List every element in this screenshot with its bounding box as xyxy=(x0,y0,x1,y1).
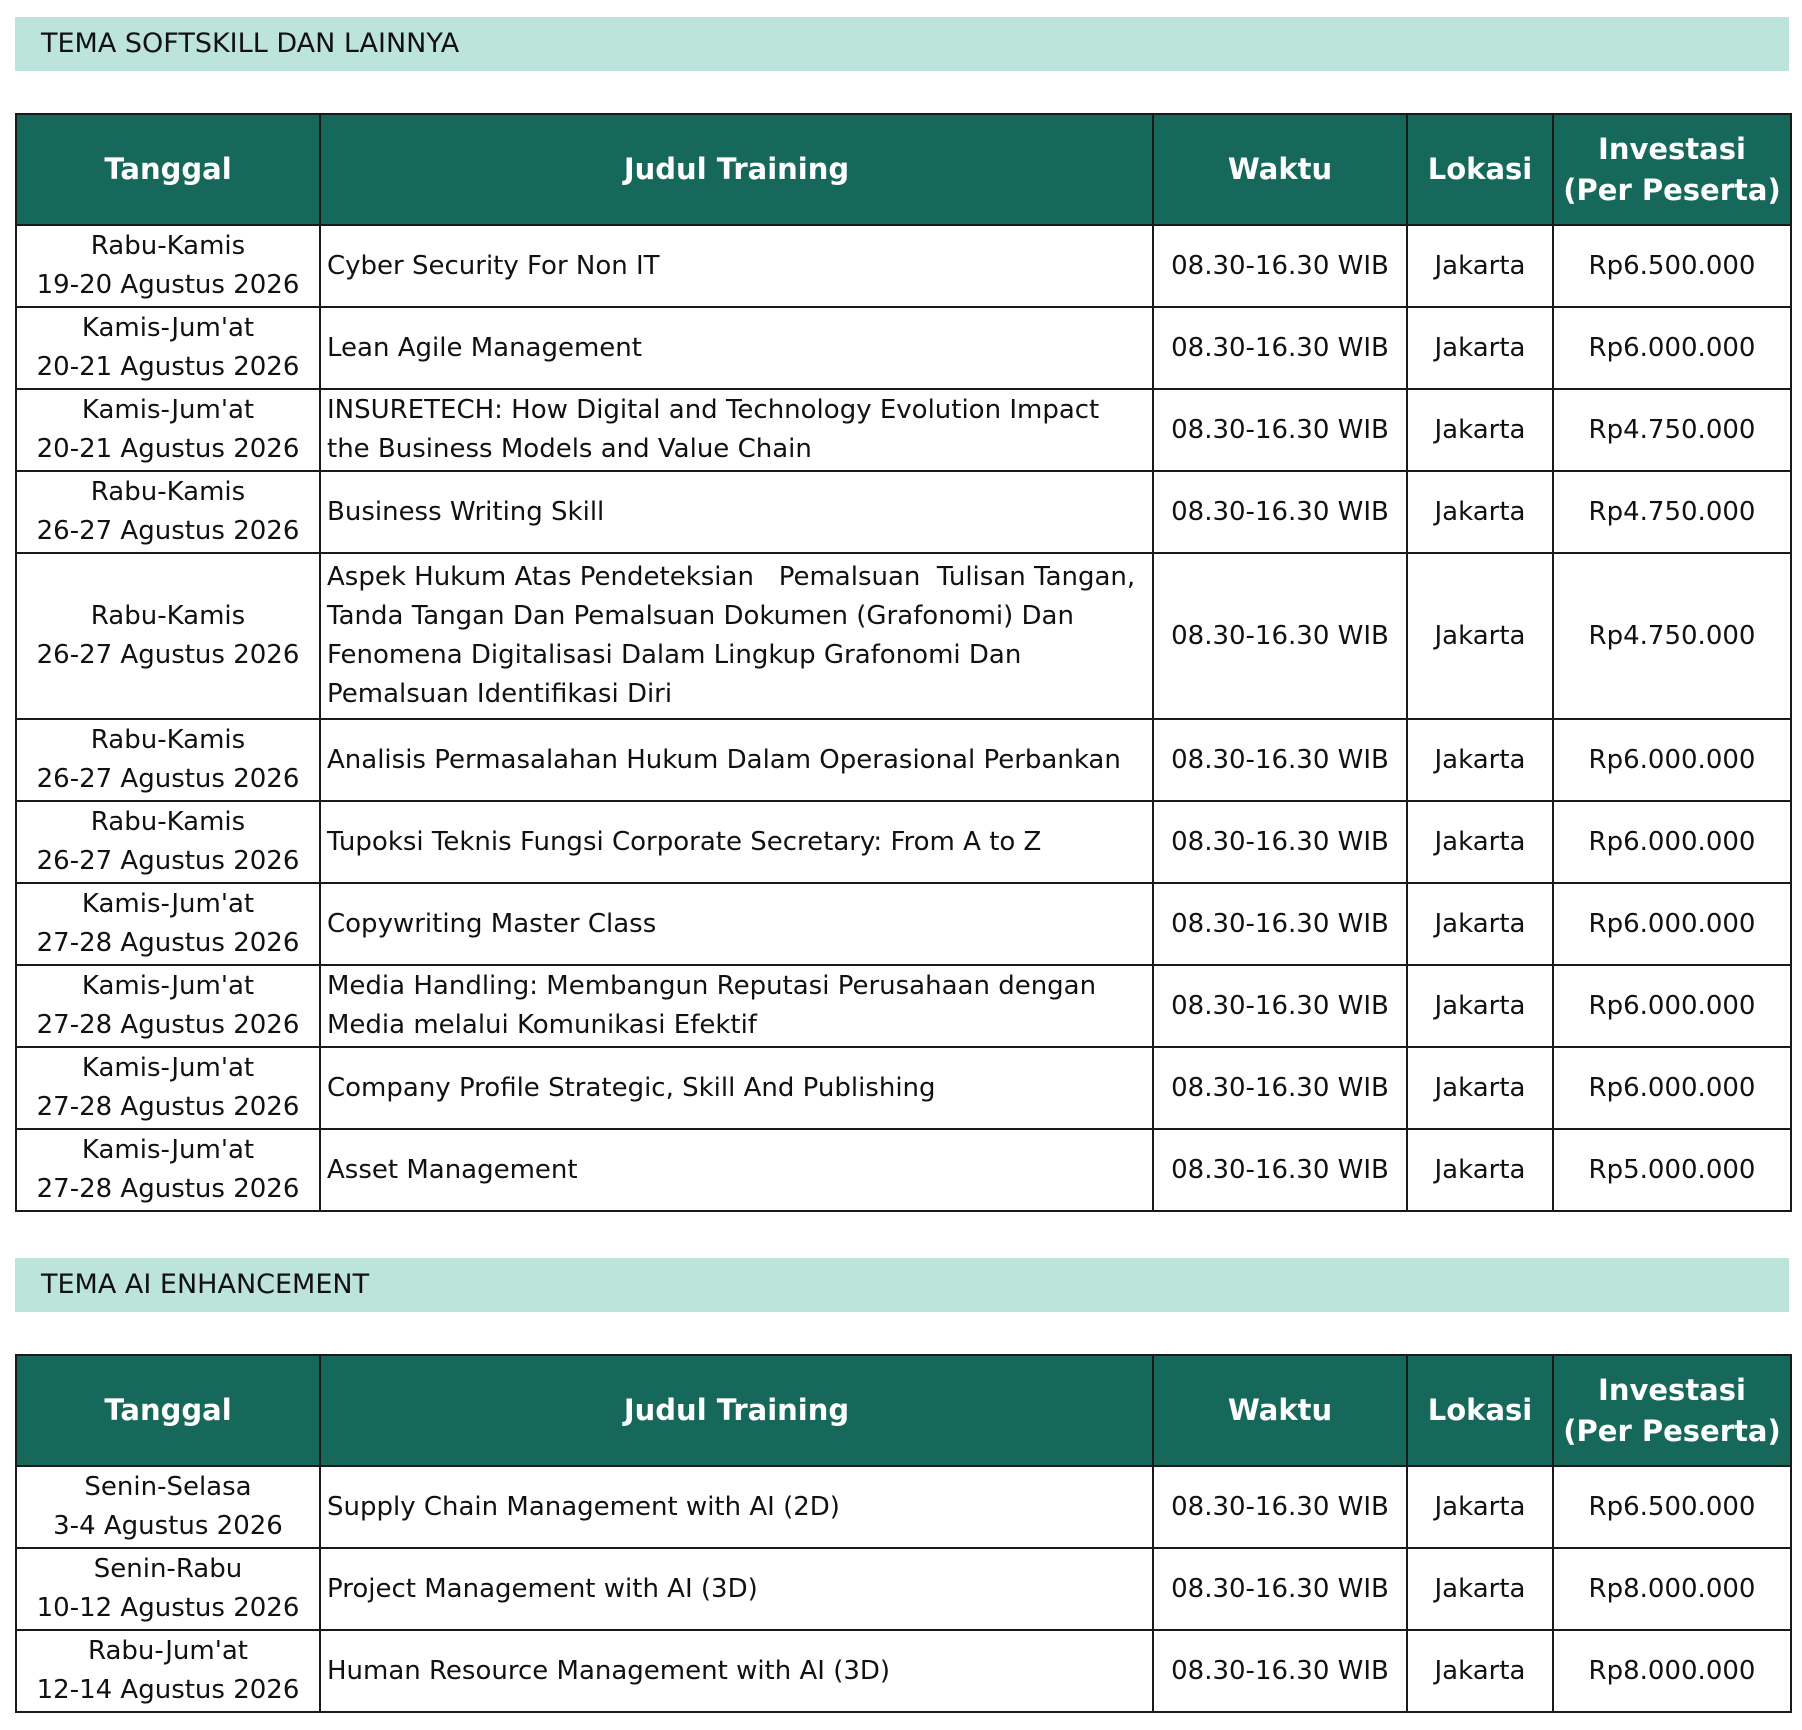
location-cell: Jakarta xyxy=(1407,307,1553,389)
date-range: 26-27 Agustus 2026 xyxy=(36,516,300,546)
date-range: 26-27 Agustus 2026 xyxy=(36,846,300,876)
table-row xyxy=(16,1047,1791,1129)
price-cell: Rp6.000.000 xyxy=(1553,719,1791,801)
date-range: 19-20 Agustus 2026 xyxy=(36,270,300,300)
time-cell: 08.30-16.30 WIB xyxy=(1153,471,1407,553)
day-range: Rabu-Jum'at xyxy=(88,1636,248,1666)
table-row xyxy=(16,1129,1791,1211)
date-range: 12-14 Agustus 2026 xyxy=(36,1675,300,1705)
date-cell xyxy=(16,471,320,553)
location-cell: Jakarta xyxy=(1407,1548,1553,1630)
time-cell: 08.30-16.30 WIB xyxy=(1153,801,1407,883)
price-cell: Rp5.000.000 xyxy=(1553,1129,1791,1211)
time-cell: 08.30-16.30 WIB xyxy=(1153,719,1407,801)
training-title-line: Media Handling: Membangun Reputasi Perusahaan dengan xyxy=(327,971,1097,1001)
date-cell xyxy=(16,801,320,883)
price-cell: Rp6.500.000 xyxy=(1553,1466,1791,1548)
training-title-line: Business Writing Skill xyxy=(327,496,605,527)
time-cell: 08.30-16.30 WIB xyxy=(1153,1466,1407,1548)
time-cell: 08.30-16.30 WIB xyxy=(1153,553,1407,719)
location-cell: Jakarta xyxy=(1407,1047,1553,1129)
training-title-cell xyxy=(320,471,1153,553)
date-cell xyxy=(16,883,320,965)
location-cell: Jakarta xyxy=(1407,965,1553,1047)
day-range: Rabu-Kamis xyxy=(90,477,246,507)
day-range: Rabu-Kamis xyxy=(90,725,246,755)
date-cell xyxy=(16,1047,320,1129)
training-title-line: Tupoksi Teknis Fungsi Corporate Secretary: From A to Z xyxy=(327,826,1042,857)
training-title-line: INSURETECH: How Digital and Technology Evolution Impact xyxy=(327,395,1100,425)
location-cell: Jakarta xyxy=(1407,225,1553,307)
date-range: 27-28 Agustus 2026 xyxy=(36,928,300,958)
date-cell xyxy=(16,1548,320,1630)
training-title-line: Fenomena Digitalisasi Dalam Lingkup Grafonomi Dan xyxy=(327,640,1022,670)
section-title: TEMA AI ENHANCEMENT xyxy=(41,1269,370,1300)
table-row xyxy=(16,1548,1791,1630)
day-range: Senin-Rabu xyxy=(93,1554,243,1584)
time-cell: 08.30-16.30 WIB xyxy=(1153,225,1407,307)
price-cell: Rp6.000.000 xyxy=(1553,1047,1791,1129)
day-range: Rabu-Kamis xyxy=(90,601,246,631)
col-header-judul: Judul Training xyxy=(320,114,1153,225)
time-cell: 08.30-16.30 WIB xyxy=(1153,883,1407,965)
col-header-investasi xyxy=(1553,1355,1791,1466)
price-cell: Rp8.000.000 xyxy=(1553,1548,1791,1630)
date-cell xyxy=(16,553,320,719)
date-range: 27-28 Agustus 2026 xyxy=(36,1092,300,1122)
training-title-cell xyxy=(320,225,1153,307)
training-title-line: Media melalui Komunikasi Efektif xyxy=(327,1010,757,1040)
col-header-waktu: Waktu xyxy=(1153,114,1407,225)
training-title-line: Lean Agile Management xyxy=(327,332,642,363)
date-cell xyxy=(16,1630,320,1712)
table-row xyxy=(16,389,1791,471)
day-range: Kamis-Jum'at xyxy=(81,971,255,1001)
location-cell: Jakarta xyxy=(1407,1129,1553,1211)
training-table-ai xyxy=(15,1354,1792,1713)
section-bar-ai xyxy=(15,1258,1789,1312)
training-title-cell xyxy=(320,1129,1153,1211)
training-title-line: Cyber Security For Non IT xyxy=(327,250,660,281)
section-bar-softskill xyxy=(15,17,1789,71)
training-title-cell xyxy=(320,389,1153,471)
training-title-cell xyxy=(320,801,1153,883)
table-row xyxy=(16,471,1791,553)
date-cell xyxy=(16,307,320,389)
investasi-label: Investasi xyxy=(1598,131,1746,166)
time-cell: 08.30-16.30 WIB xyxy=(1153,1129,1407,1211)
price-cell: Rp6.500.000 xyxy=(1553,225,1791,307)
training-title-line: Company Profile Strategic, Skill And Publishing xyxy=(327,1072,936,1103)
table-row xyxy=(16,883,1791,965)
training-title-line: Copywriting Master Class xyxy=(327,908,657,939)
training-title-line: the Business Models and Value Chain xyxy=(327,434,812,464)
date-range: 27-28 Agustus 2026 xyxy=(36,1174,300,1204)
day-range: Senin-Selasa xyxy=(84,1472,252,1502)
training-table-softskill xyxy=(15,113,1792,1212)
price-cell: Rp6.000.000 xyxy=(1553,307,1791,389)
time-cell: 08.30-16.30 WIB xyxy=(1153,307,1407,389)
day-range: Kamis-Jum'at xyxy=(81,313,255,343)
col-header-lokasi: Lokasi xyxy=(1407,114,1553,225)
training-title-cell xyxy=(320,719,1153,801)
table-row xyxy=(16,719,1791,801)
training-title-cell xyxy=(320,1548,1153,1630)
date-cell xyxy=(16,225,320,307)
training-title-cell xyxy=(320,883,1153,965)
price-cell: Rp4.750.000 xyxy=(1553,389,1791,471)
col-header-investasi xyxy=(1553,114,1791,225)
location-cell: Jakarta xyxy=(1407,553,1553,719)
col-header-lokasi: Lokasi xyxy=(1407,1355,1553,1466)
table-row xyxy=(16,1630,1791,1712)
training-title-cell xyxy=(320,553,1153,719)
table-row xyxy=(16,1466,1791,1548)
day-range: Kamis-Jum'at xyxy=(81,1135,255,1165)
table-header-row xyxy=(16,1355,1791,1466)
col-header-judul: Judul Training xyxy=(320,1355,1153,1466)
location-cell: Jakarta xyxy=(1407,471,1553,553)
date-cell xyxy=(16,965,320,1047)
location-cell: Jakarta xyxy=(1407,801,1553,883)
day-range: Rabu-Kamis xyxy=(90,807,246,837)
training-title-line: Asset Management xyxy=(327,1154,578,1185)
training-title-cell xyxy=(320,1466,1153,1548)
table-row xyxy=(16,225,1791,307)
table-row xyxy=(16,801,1791,883)
training-title-line: Human Resource Management with AI (3D) xyxy=(327,1655,891,1686)
training-title-line: Project Management with AI (3D) xyxy=(327,1573,758,1604)
per-peserta-label: (Per Peserta) xyxy=(1563,1413,1781,1448)
date-range: 20-21 Agustus 2026 xyxy=(36,434,300,464)
date-range: 26-27 Agustus 2026 xyxy=(36,640,300,670)
date-cell xyxy=(16,1129,320,1211)
location-cell: Jakarta xyxy=(1407,883,1553,965)
col-header-tanggal: Tanggal xyxy=(16,1355,320,1466)
location-cell: Jakarta xyxy=(1407,1466,1553,1548)
price-cell: Rp8.000.000 xyxy=(1553,1630,1791,1712)
day-range: Kamis-Jum'at xyxy=(81,395,255,425)
training-title-cell xyxy=(320,1047,1153,1129)
col-header-tanggal: Tanggal xyxy=(16,114,320,225)
per-peserta-label: (Per Peserta) xyxy=(1563,172,1781,207)
table-row xyxy=(16,965,1791,1047)
table-header-row xyxy=(16,114,1791,225)
price-cell: Rp4.750.000 xyxy=(1553,553,1791,719)
date-cell xyxy=(16,1466,320,1548)
day-range: Kamis-Jum'at xyxy=(81,889,255,919)
date-range: 26-27 Agustus 2026 xyxy=(36,764,300,794)
table-row xyxy=(16,553,1791,719)
time-cell: 08.30-16.30 WIB xyxy=(1153,1047,1407,1129)
date-cell xyxy=(16,719,320,801)
price-cell: Rp6.000.000 xyxy=(1553,801,1791,883)
time-cell: 08.30-16.30 WIB xyxy=(1153,1630,1407,1712)
location-cell: Jakarta xyxy=(1407,1630,1553,1712)
training-title-line: Analisis Permasalahan Hukum Dalam Operasional Perbankan xyxy=(327,744,1121,775)
date-range: 3-4 Agustus 2026 xyxy=(53,1511,283,1541)
price-cell: Rp4.750.000 xyxy=(1553,471,1791,553)
time-cell: 08.30-16.30 WIB xyxy=(1153,1548,1407,1630)
training-title-line: Supply Chain Management with AI (2D) xyxy=(327,1491,840,1522)
col-header-waktu: Waktu xyxy=(1153,1355,1407,1466)
training-title-line: Aspek Hukum Atas Pendeteksian Pemalsuan Tulisan Tangan, xyxy=(327,562,1136,592)
investasi-label: Investasi xyxy=(1598,1372,1746,1407)
training-title-cell xyxy=(320,307,1153,389)
training-title-cell xyxy=(320,1630,1153,1712)
training-title-cell xyxy=(320,965,1153,1047)
date-cell xyxy=(16,389,320,471)
date-range: 27-28 Agustus 2026 xyxy=(36,1010,300,1040)
table-row xyxy=(16,307,1791,389)
training-title-line: Tanda Tangan Dan Pemalsuan Dokumen (Grafonomi) Dan xyxy=(327,601,1074,631)
day-range: Kamis-Jum'at xyxy=(81,1053,255,1083)
time-cell: 08.30-16.30 WIB xyxy=(1153,965,1407,1047)
location-cell: Jakarta xyxy=(1407,389,1553,471)
price-cell: Rp6.000.000 xyxy=(1553,883,1791,965)
price-cell: Rp6.000.000 xyxy=(1553,965,1791,1047)
location-cell: Jakarta xyxy=(1407,719,1553,801)
section-title: TEMA SOFTSKILL DAN LAINNYA xyxy=(41,28,460,59)
date-range: 20-21 Agustus 2026 xyxy=(36,352,300,382)
training-title-line: Pemalsuan Identifikasi Diri xyxy=(327,679,673,709)
time-cell: 08.30-16.30 WIB xyxy=(1153,389,1407,471)
day-range: Rabu-Kamis xyxy=(90,231,246,261)
date-range: 10-12 Agustus 2026 xyxy=(36,1593,300,1623)
